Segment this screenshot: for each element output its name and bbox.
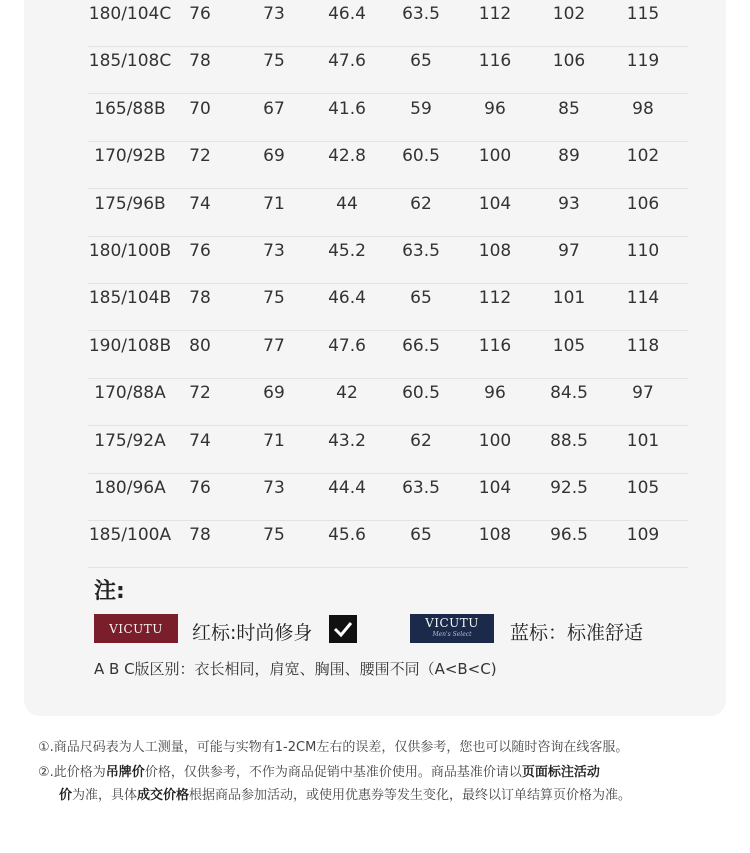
blue-tag-brand: VICUTU	[425, 615, 479, 630]
footnote-measurement: ①.商品尺码表为人工测量，可能与实物有1-2CM左右的误差，仅供参考，您也可以随时咨询在线客服。	[38, 740, 629, 755]
measurement-cell: 75	[263, 51, 285, 72]
table-row	[88, 47, 688, 94]
size-chart-card	[24, 0, 726, 716]
measurement-cell: 105	[552, 335, 586, 356]
measurement-cell: 73	[263, 478, 285, 498]
measurement-cell: 74	[189, 193, 211, 214]
measurement-cell: 59	[410, 98, 432, 119]
table-row	[88, 95, 688, 142]
measurement-cell: 85	[558, 98, 580, 119]
measurement-cell: 106	[626, 193, 660, 214]
measurement-cell: 41.6	[328, 98, 366, 119]
measurement-cell: 97	[558, 241, 580, 261]
footnote-bold-text: 页面标注活动	[521, 765, 600, 780]
measurement-cell: 42.8	[328, 146, 366, 167]
measurement-cell: 88.5	[550, 430, 588, 451]
measurement-cell: 114	[626, 288, 660, 309]
measurement-cell: 67	[263, 98, 285, 119]
measurement-cell: 63.5	[402, 241, 440, 261]
table-row	[88, 427, 688, 474]
measurement-cell: 104	[478, 478, 512, 498]
size-cell: 180/100B	[88, 241, 172, 261]
blue-tag-sub: Men's Select	[432, 630, 472, 638]
measurement-cell: 46.4	[328, 288, 366, 309]
size-cell: 170/92B	[94, 146, 166, 167]
measurement-cell: 108	[478, 241, 512, 261]
measurement-cell: 65	[410, 525, 432, 546]
measurement-cell: 71	[263, 430, 285, 451]
measurement-cell: 74	[189, 430, 211, 451]
measurement-cell: 62	[410, 430, 432, 451]
measurement-cell: 63.5	[402, 4, 440, 24]
measurement-cell: 65	[410, 288, 432, 309]
measurement-cell: 75	[263, 525, 285, 546]
measurement-cell: 115	[626, 4, 660, 24]
measurement-cell: 104	[478, 193, 512, 214]
measurement-cell: 72	[189, 383, 211, 404]
footnote-text: ②.此价格为	[38, 765, 106, 780]
measurement-cell: 101	[626, 430, 660, 451]
measurement-cell: 69	[263, 146, 285, 167]
row-divider	[88, 567, 688, 568]
table-row	[88, 142, 688, 189]
table-row	[88, 190, 688, 237]
checkmark-icon	[329, 615, 357, 643]
size-cell: 180/96A	[94, 478, 166, 498]
measurement-cell: 112	[478, 288, 512, 309]
measurement-cell: 110	[626, 241, 660, 261]
measurement-cell: 84.5	[550, 383, 588, 404]
measurement-cell: 96.5	[550, 525, 588, 546]
measurement-cell: 108	[478, 525, 512, 546]
table-row	[88, 0, 688, 47]
size-cell: 170/88A	[94, 383, 166, 404]
red-tag-brand: VICUTU	[109, 621, 163, 636]
measurement-cell: 63.5	[402, 478, 440, 498]
measurement-cell: 105	[626, 478, 660, 498]
measurement-cell: 101	[552, 288, 586, 309]
measurement-cell: 76	[189, 4, 211, 24]
table-row	[88, 237, 688, 284]
size-cell: 165/88B	[94, 98, 166, 119]
measurement-cell: 43.2	[328, 430, 366, 451]
blue-tag-image	[410, 614, 494, 643]
measurement-cell: 76	[189, 241, 211, 261]
measurement-cell: 119	[626, 51, 660, 72]
size-cell: 185/108C	[88, 51, 172, 72]
measurement-cell: 78	[189, 288, 211, 309]
measurement-cell: 118	[626, 335, 660, 356]
measurement-cell: 116	[478, 51, 512, 72]
measurement-cell: 47.6	[328, 51, 366, 72]
measurement-cell: 44.4	[328, 478, 366, 498]
measurement-cell: 96	[484, 383, 506, 404]
measurement-cell: 44	[336, 193, 358, 214]
measurement-cell: 102	[552, 4, 586, 24]
measurement-cell: 92.5	[550, 478, 588, 498]
measurement-cell: 73	[263, 4, 285, 24]
size-cell: 185/104B	[88, 288, 172, 309]
measurement-cell: 78	[189, 525, 211, 546]
measurement-cell: 78	[189, 51, 211, 72]
measurement-cell: 65	[410, 51, 432, 72]
notes-title: 注:	[94, 579, 125, 604]
measurement-cell: 109	[626, 525, 660, 546]
measurement-cell: 45.2	[328, 241, 366, 261]
measurement-cell: 69	[263, 383, 285, 404]
blue-tag-label: 蓝标：标准舒适	[510, 622, 644, 644]
red-tag-label: 红标:时尚修身	[192, 622, 313, 644]
size-cell: 180/104C	[88, 4, 172, 24]
size-cell: 185/100A	[88, 525, 172, 546]
measurement-cell: 106	[552, 51, 586, 72]
measurement-cell: 42	[336, 383, 358, 404]
measurement-cell: 70	[189, 98, 211, 119]
footnote-text: 根据商品参加活动，或使用优惠券等发生变化，最终以订单结算页价格为准。	[189, 788, 632, 803]
measurement-cell: 102	[626, 146, 660, 167]
measurement-cell: 75	[263, 288, 285, 309]
measurement-cell: 93	[558, 193, 580, 214]
footnote-bold-text: 吊牌价	[105, 765, 145, 780]
footnote-price-line1	[38, 761, 600, 780]
table-row	[88, 379, 688, 426]
measurement-cell: 45.6	[328, 525, 366, 546]
measurement-cell: 112	[478, 4, 512, 24]
measurement-cell: 60.5	[402, 146, 440, 167]
measurement-cell: 98	[632, 98, 654, 119]
footnote-text: 为准，具体	[72, 788, 138, 803]
red-tag-image	[94, 614, 178, 643]
measurement-cell: 73	[263, 241, 285, 261]
table-row	[88, 284, 688, 331]
footnote-bold-text: 价	[59, 788, 73, 803]
table-row	[88, 332, 688, 379]
table-row	[88, 474, 688, 521]
measurement-cell: 76	[189, 478, 211, 498]
measurement-cell: 47.6	[328, 335, 366, 356]
measurement-cell: 77	[263, 335, 285, 356]
table-row	[88, 521, 688, 568]
measurement-cell: 100	[478, 430, 512, 451]
measurement-cell: 72	[189, 146, 211, 167]
size-cell: 190/108B	[88, 335, 172, 356]
measurement-cell: 89	[558, 146, 580, 167]
footnote-text: 价格，仅供参考，不作为商品促销中基准价使用。商品基准价请以	[144, 765, 522, 780]
size-cell: 175/92A	[94, 430, 166, 451]
measurement-cell: 71	[263, 193, 285, 214]
measurement-cell: 97	[632, 383, 654, 404]
measurement-cell: 62	[410, 193, 432, 214]
measurement-cell: 80	[189, 335, 211, 356]
size-cell: 175/96B	[94, 193, 166, 214]
footnote-price-line2	[59, 784, 631, 803]
abc-version-note: A B C版区别：衣长相同，肩宽、胸围、腰围不同（A<B<C)	[94, 660, 497, 678]
measurement-cell: 46.4	[328, 4, 366, 24]
measurement-cell: 96	[484, 98, 506, 119]
measurement-cell: 66.5	[402, 335, 440, 356]
measurement-cell: 116	[478, 335, 512, 356]
measurement-cell: 60.5	[402, 383, 440, 404]
measurement-cell: 100	[478, 146, 512, 167]
footnote-bold-text: 成交价格	[137, 788, 190, 803]
